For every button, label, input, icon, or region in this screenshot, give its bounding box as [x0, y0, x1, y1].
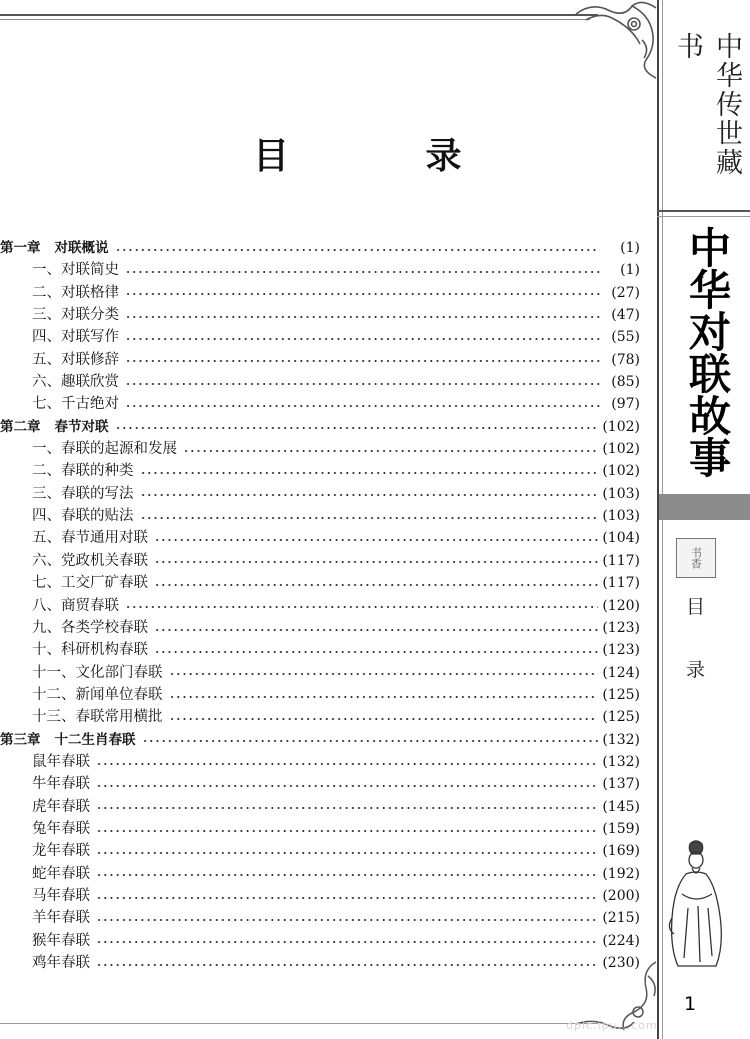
toc-entry-label: 六、趣联欣赏: [32, 374, 119, 391]
toc-page-number: (103): [602, 485, 640, 502]
sidebar-gray-band: [659, 494, 750, 520]
page-number: 1: [684, 993, 697, 1015]
toc-dot-leader: [125, 293, 600, 295]
toc-dot-leader: [96, 874, 598, 876]
toc-dot-leader: [125, 606, 598, 608]
toc-chapter-number: 第一章: [0, 240, 41, 256]
toc-page-number: (102): [602, 418, 640, 435]
toc-dot-leader: [96, 897, 598, 899]
toc-entry-label: 十二、新闻单位春联: [32, 686, 163, 703]
toc-dot-leader: [96, 852, 598, 854]
toc-page-number: (102): [602, 441, 640, 458]
toc-section-row[interactable]: [0, 304, 640, 326]
toc-dot-leader: [96, 763, 598, 765]
toc-section-row[interactable]: [0, 505, 640, 527]
toc-section-row[interactable]: [0, 684, 640, 706]
seal-stamp-icon: [676, 538, 716, 578]
page-title: 目 录: [253, 136, 524, 177]
toc-dot-leader: [125, 405, 600, 407]
toc-page-number: (102): [602, 463, 640, 480]
toc-section-row[interactable]: [0, 818, 640, 840]
toc-section-row[interactable]: [0, 572, 640, 594]
toc-entry-label: 四、对联写作: [32, 329, 119, 346]
toc-page-number: (27): [611, 284, 640, 301]
toc-dot-leader: [140, 517, 599, 519]
top-border-line: [0, 14, 598, 16]
sidebar-divider-inner: [657, 216, 750, 217]
toc-page-number: (117): [602, 575, 640, 592]
toc-chapter-title: 春节对联: [54, 418, 109, 435]
toc-section-row[interactable]: [0, 930, 640, 952]
toc-chapter-title: 对联概说: [54, 240, 109, 256]
toc-dot-leader: [154, 584, 598, 586]
toc-page-number: (85): [611, 374, 640, 391]
toc-section-row[interactable]: [0, 259, 640, 281]
toc-dot-leader: [96, 785, 598, 787]
toc-section-row[interactable]: [0, 751, 640, 773]
toc-entry-label: 五、对联修辞: [32, 351, 119, 368]
toc-entry-label: 一、对联简史: [32, 262, 119, 279]
toc-entry-label: 十一、文化部门春联: [32, 664, 163, 681]
toc-chapter-row[interactable]: [0, 729, 640, 751]
toc-section-row[interactable]: [0, 483, 640, 505]
toc-chapter-row[interactable]: [0, 416, 640, 438]
sidebar-section-label-1: 目: [686, 596, 706, 618]
toc-page-number: (132): [602, 753, 640, 770]
toc-dot-leader: [125, 383, 600, 385]
toc-dot-leader: [154, 651, 598, 653]
toc-dot-leader: [96, 964, 598, 966]
toc-section-row[interactable]: [0, 885, 640, 907]
toc-dot-leader: [183, 450, 598, 452]
toc-section-row[interactable]: [0, 282, 640, 304]
toc-entry-label: 马年春联: [32, 887, 90, 904]
toc-page-number: (169): [602, 843, 640, 860]
toc-page-number: (123): [602, 619, 640, 636]
toc-page-number: (1): [620, 262, 640, 279]
toc-dot-leader: [142, 740, 599, 742]
toc-section-row[interactable]: [0, 371, 640, 393]
toc-section-row[interactable]: [0, 863, 640, 885]
toc-section-row[interactable]: [0, 595, 640, 617]
toc-chapter-title: 十二生肖春联: [54, 731, 136, 748]
top-border-line-inner: [0, 19, 590, 20]
toc-page-number: (124): [602, 664, 640, 681]
toc-page-number: (55): [611, 329, 640, 346]
toc-page-number: (97): [611, 396, 640, 413]
table-of-contents: [0, 237, 640, 974]
toc-dot-leader: [154, 561, 598, 563]
toc-entry-label: 龙年春联: [32, 843, 90, 860]
toc-section-row[interactable]: [0, 796, 640, 818]
sidebar-section-label-2: 录: [686, 659, 706, 681]
bottom-border-line: [0, 1023, 598, 1024]
toc-dot-leader: [125, 316, 600, 318]
toc-dot-leader: [140, 472, 599, 474]
scholar-figure-icon: [664, 838, 728, 970]
toc-page-number: (1): [620, 240, 640, 256]
toc-entry-label: 九、各类学校春联: [32, 619, 148, 636]
toc-page-number: (104): [602, 530, 640, 547]
watermark: dpic.ipu...com: [566, 1019, 658, 1032]
toc-entry-label: 七、千古绝对: [32, 396, 119, 413]
toc-entry-label: 羊年春联: [32, 910, 90, 927]
toc-entry-label: 十、科研机构春联: [32, 642, 148, 659]
toc-page-number: (215): [602, 910, 640, 927]
toc-page-number: (137): [602, 776, 640, 793]
toc-page-number: (125): [602, 709, 640, 726]
toc-page-number: (47): [611, 307, 640, 324]
toc-dot-leader: [115, 427, 599, 429]
toc-page-number: (123): [602, 642, 640, 659]
toc-entry-label: 蛇年春联: [32, 865, 90, 882]
toc-section-row[interactable]: [0, 550, 640, 572]
toc-entry-label: 鸡年春联: [32, 955, 90, 971]
toc-entry-label: 三、对联分类: [32, 307, 119, 324]
toc-dot-leader: [96, 807, 598, 809]
toc-entry-label: 十三、春联常用横批: [32, 709, 163, 726]
toc-section-row[interactable]: [0, 773, 640, 795]
toc-page-number: (103): [602, 508, 640, 525]
toc-entry-label: 猴年春联: [32, 932, 90, 949]
toc-section-row[interactable]: [0, 460, 640, 482]
toc-entry-label: [0, 729, 138, 751]
sidebar-divider: [657, 210, 750, 212]
toc-entry-label: 五、春节通用对联: [32, 530, 148, 547]
toc-section-row[interactable]: [0, 662, 640, 684]
toc-section-row[interactable]: [0, 527, 640, 549]
toc-entry-label: 兔年春联: [32, 820, 90, 837]
toc-dot-leader: [169, 673, 599, 675]
toc-dot-leader: [154, 629, 598, 631]
toc-section-row[interactable]: [0, 840, 640, 862]
toc-dot-leader: [125, 360, 600, 362]
toc-section-row[interactable]: [0, 706, 640, 728]
toc-entry-label: 四、春联的贴法: [32, 508, 134, 525]
toc-section-row[interactable]: [0, 617, 640, 639]
toc-dot-leader: [115, 249, 601, 251]
toc-dot-leader: [140, 494, 599, 496]
toc-dot-leader: [125, 271, 600, 273]
toc-chapter-row[interactable]: [0, 237, 640, 259]
seal-text: 书香: [689, 547, 703, 569]
toc-page-number: (78): [611, 351, 640, 368]
toc-dot-leader: [96, 830, 598, 832]
toc-page-number: (132): [602, 731, 640, 748]
corner-ornament-icon: [572, 0, 662, 80]
toc-chapter-number: 第二章: [0, 418, 41, 435]
toc-entry-label: 二、对联格律: [32, 284, 119, 301]
toc-dot-leader: [169, 696, 599, 698]
toc-dot-leader: [169, 718, 599, 720]
series-title: 中华传世藏书: [672, 32, 742, 177]
toc-page-number: (224): [602, 932, 640, 949]
toc-entry-label: [0, 416, 111, 438]
toc-dot-leader: [96, 919, 598, 921]
toc-dot-leader: [96, 941, 598, 943]
toc-page-number: (145): [602, 798, 640, 815]
toc-section-row[interactable]: [0, 907, 640, 929]
toc-page-number: (117): [602, 552, 640, 569]
toc-section-row[interactable]: [0, 952, 640, 974]
toc-entry-label: 三、春联的写法: [32, 485, 134, 502]
toc-page-number: (125): [602, 686, 640, 703]
toc-section-row[interactable]: [0, 349, 640, 371]
toc-dot-leader: [125, 338, 600, 340]
toc-section-row[interactable]: [0, 438, 640, 460]
toc-entry-label: 八、商贸春联: [32, 597, 119, 614]
toc-entry-label: 鼠年春联: [32, 753, 90, 770]
toc-page-number: (192): [602, 865, 640, 882]
toc-section-row[interactable]: [0, 393, 640, 415]
toc-page-number: (120): [602, 597, 640, 614]
toc-entry-label: [0, 237, 111, 259]
toc-entry-label: 牛年春联: [32, 776, 90, 793]
toc-chapter-number: 第三章: [0, 731, 41, 748]
toc-entry-label: 七、工交厂矿春联: [32, 575, 148, 592]
toc-dot-leader: [154, 539, 598, 541]
toc-page-number: (200): [602, 887, 640, 904]
toc-entry-label: 一、春联的起源和发展: [32, 441, 177, 458]
toc-entry-label: 虎年春联: [32, 798, 90, 815]
toc-entry-label: 六、党政机关春联: [32, 552, 148, 569]
toc-page-number: (230): [602, 955, 640, 971]
toc-page-number: (159): [602, 820, 640, 837]
toc-section-row[interactable]: [0, 639, 640, 661]
toc-section-row[interactable]: [0, 326, 640, 348]
book-title: 中华对联故事: [683, 226, 732, 478]
toc-entry-label: 二、春联的种类: [32, 463, 134, 480]
